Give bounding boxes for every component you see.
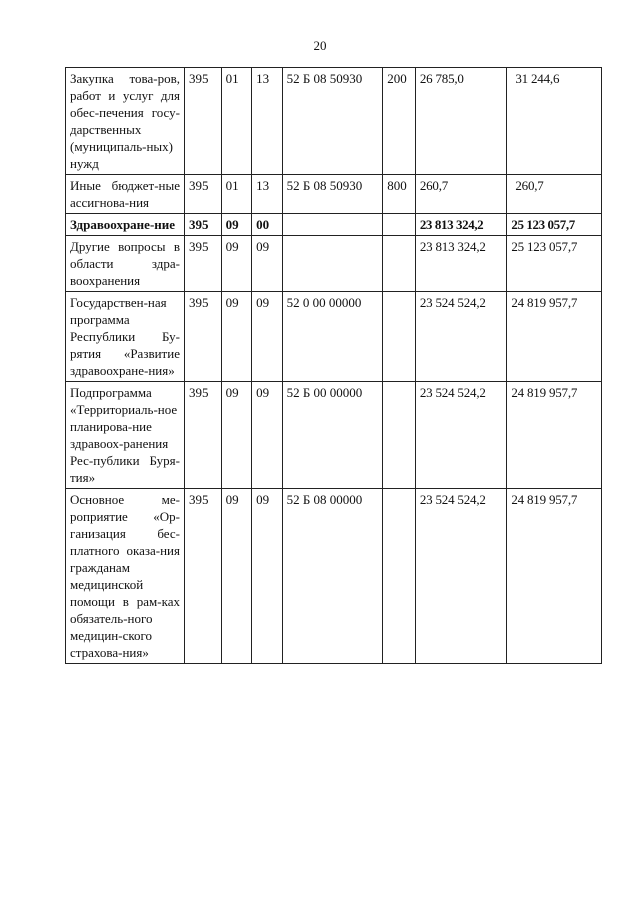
row-name-cell: Основное ме-роприятие «Ор-ганизация бес-платного оказа-ния гражданам медицинской помощи в рам-ках обязатель-ного медицин-ского страхова-ния» — [66, 489, 185, 664]
row-name-cell: Государствен-ная программа Республики Бу-рятия «Развитие здравоохране-ния» — [66, 292, 185, 382]
amount-year2-cell: 24 819 957,7 — [507, 292, 602, 382]
table-row — [66, 236, 602, 292]
amount-year2-cell: 25 123 057,7 — [507, 236, 602, 292]
grbs-code-cell: 395 — [184, 175, 221, 214]
grbs-code-cell: 395 — [184, 68, 221, 175]
subsection-code-cell: 09 — [252, 382, 283, 489]
row-name-cell: Здравоохране-ние — [66, 214, 185, 236]
target-article-cell — [282, 214, 383, 236]
row-name-cell: Другие вопросы в области здра-воохранения — [66, 236, 185, 292]
expense-type-cell: 800 — [383, 175, 416, 214]
amount-year1-cell: 260,7 — [415, 175, 507, 214]
target-article-cell: 52 Б 00 00000 — [282, 382, 383, 489]
grbs-code-cell: 395 — [184, 489, 221, 664]
amount-year2-cell: 31 244,6 — [507, 68, 602, 175]
target-article-cell: 52 Б 08 50930 — [282, 175, 383, 214]
amount-year1-cell: 23 813 324,2 — [415, 236, 507, 292]
grbs-code-cell: 395 — [184, 292, 221, 382]
section-code-cell: 09 — [221, 382, 252, 489]
expense-type-cell: 200 — [383, 68, 416, 175]
subsection-code-cell: 09 — [252, 489, 283, 664]
amount-year1-cell: 23 524 524,2 — [415, 292, 507, 382]
amount-year1-cell: 23 524 524,2 — [415, 489, 507, 664]
grbs-code-cell: 395 — [184, 214, 221, 236]
section-code-cell: 09 — [221, 214, 252, 236]
amount-year2-cell: 24 819 957,7 — [507, 489, 602, 664]
table-row — [66, 489, 602, 664]
section-code-cell: 01 — [221, 175, 252, 214]
table-row — [66, 292, 602, 382]
target-article-cell: 52 Б 08 00000 — [282, 489, 383, 664]
grbs-code-cell: 395 — [184, 236, 221, 292]
target-article-cell: 52 0 00 00000 — [282, 292, 383, 382]
budget-table — [65, 67, 602, 664]
subsection-code-cell: 13 — [252, 175, 283, 214]
expense-type-cell — [383, 236, 416, 292]
amount-year1-cell: 23 524 524,2 — [415, 382, 507, 489]
subsection-code-cell: 00 — [252, 214, 283, 236]
table-row — [66, 214, 602, 236]
target-article-cell: 52 Б 08 50930 — [282, 68, 383, 175]
table-row — [66, 382, 602, 489]
target-article-cell — [282, 236, 383, 292]
page-number: 20 — [313, 38, 327, 53]
table-row — [66, 68, 602, 175]
section-code-cell: 09 — [221, 236, 252, 292]
expense-type-cell — [383, 489, 416, 664]
expense-type-cell — [383, 292, 416, 382]
row-name-cell: Подпрограмма «Территориаль-ное планирова-ние здравоох-ранения Рес-публики Буря-тия» — [66, 382, 185, 489]
section-code-cell: 09 — [221, 292, 252, 382]
amount-year1-cell: 23 813 324,2 — [415, 214, 507, 236]
grbs-code-cell: 395 — [184, 382, 221, 489]
row-name-cell: Закупка това-ров, работ и услуг для обес-печения госу-дарственных (муниципаль-ных) нужд — [66, 68, 185, 175]
subsection-code-cell: 13 — [252, 68, 283, 175]
amount-year2-cell: 260,7 — [507, 175, 602, 214]
table-row — [66, 175, 602, 214]
amount-year2-cell: 24 819 957,7 — [507, 382, 602, 489]
subsection-code-cell: 09 — [252, 292, 283, 382]
expense-type-cell — [383, 382, 416, 489]
section-code-cell: 09 — [221, 489, 252, 664]
section-code-cell: 01 — [221, 68, 252, 175]
row-name-cell: Иные бюджет-ные ассигнова-ния — [66, 175, 185, 214]
subsection-code-cell: 09 — [252, 236, 283, 292]
expense-type-cell — [383, 214, 416, 236]
amount-year2-cell: 25 123 057,7 — [507, 214, 602, 236]
table-body — [66, 68, 602, 664]
amount-year1-cell: 26 785,0 — [415, 68, 507, 175]
